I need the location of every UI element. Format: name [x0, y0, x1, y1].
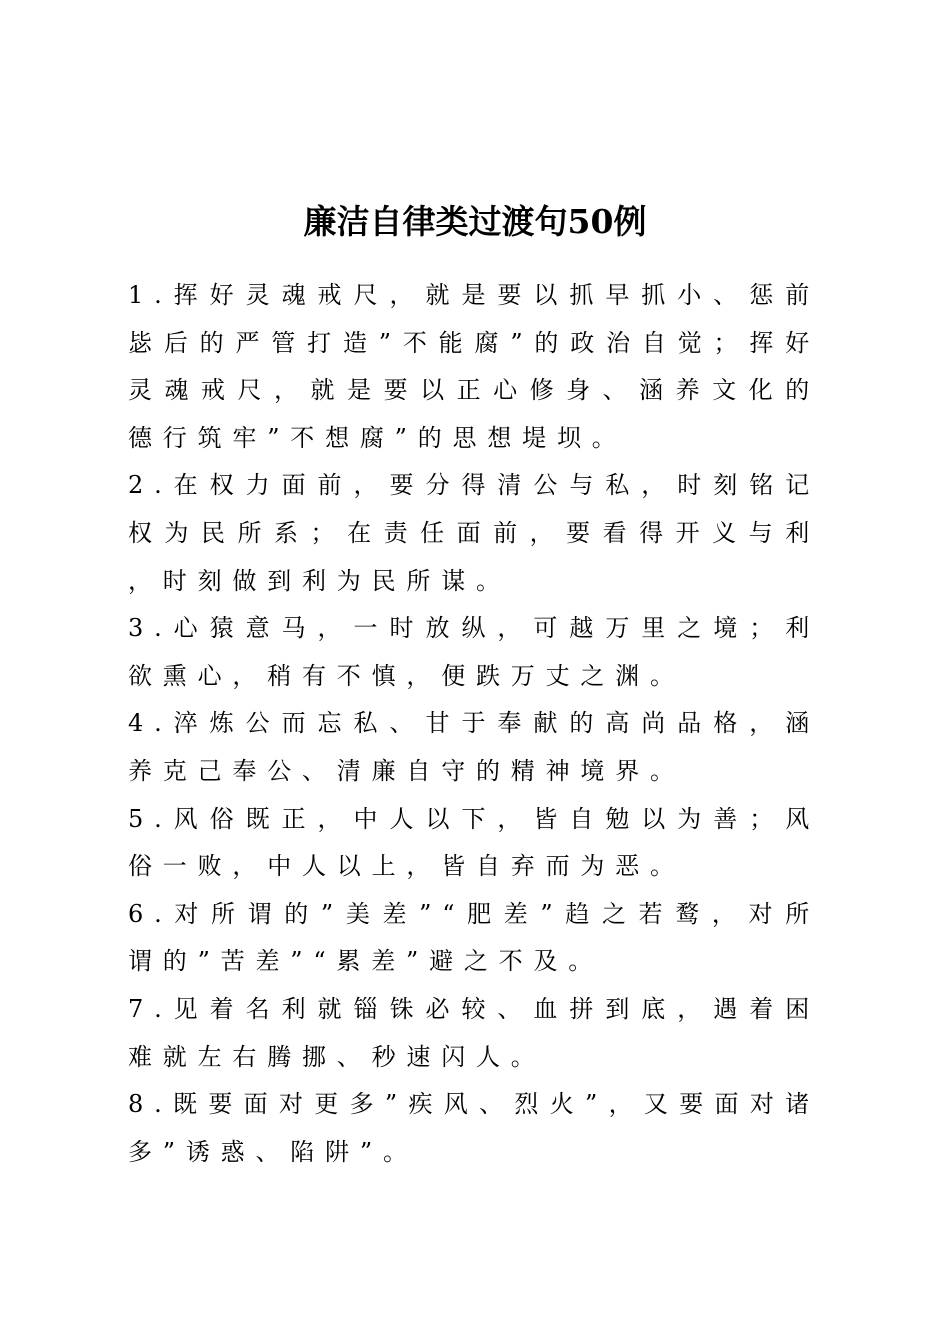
list-item: 5.风俗既正，中人以下，皆自勉以为善；风俗一败，中人以上，皆自弃而为恶。	[128, 804, 820, 881]
list-item: 3.心猿意马，一时放纵，可越万里之境；利欲熏心，稍有不慎，便跌万丈之渊。	[128, 614, 820, 690]
list-item: 2.在权力面前，要分得清公与私，时刻铭记权为民所系；在责任面前，要看得开义与利，时刻做到利为民所谋。	[128, 471, 820, 595]
list-item: 6.对所谓的”美差”“肥差”趋之若鹜，对所谓的”苦差”“累差”避之不及。	[128, 899, 820, 976]
document-title: 廉洁自律类过渡句50例	[303, 202, 647, 241]
list-item: 1.挥好灵魂戒尺，就是要以抓早抓小、惩前毖后的严管打造”不能腐”的政治自觉；挥好灵魂戒尺，就是要以正心修身、涵养文化的德行筑牢”不想腐”的思想堤坝。	[128, 281, 820, 452]
list-item: 8.既要面对更多”疾风、烈火”，又要面对诸多”诱惑、陷阱”。	[128, 1090, 820, 1166]
transition-sentence-list	[128, 272, 820, 1176]
list-item: 4.淬炼公而忘私、甘于奉献的高尚品格，涵养克己奉公、清廉自守的精神境界。	[128, 709, 820, 785]
list-item: 7.见着名利就锱铢必较、血拼到底，遇着困难就左右腾挪、秒速闪人。	[128, 994, 820, 1071]
